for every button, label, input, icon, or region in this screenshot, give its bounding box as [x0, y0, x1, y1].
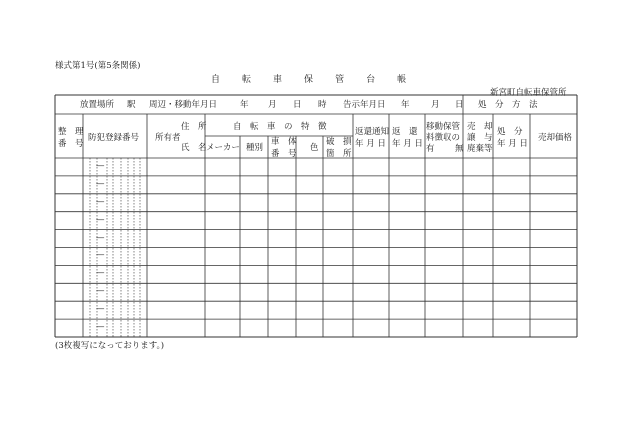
title-char: 転: [242, 75, 252, 85]
crime-registration-header: 防犯登録番号: [88, 133, 140, 143]
bicycle-features-header: 自 転 車 の 特 徴: [233, 122, 327, 132]
color-header: 色: [310, 143, 319, 153]
registration-dash: —: [96, 268, 105, 279]
fee-header-line2: 料徴収の: [426, 133, 461, 143]
type-header: 種別: [246, 143, 264, 153]
registration-dash: —: [96, 232, 105, 243]
owner-header: 所有者: [155, 133, 181, 143]
notice-date-label: 告示年月日: [343, 100, 386, 110]
title-char: 台: [366, 75, 376, 85]
registration-dash: —: [96, 214, 105, 225]
registration-dash: —: [96, 160, 105, 171]
maker-header: メーカー: [206, 143, 240, 153]
body-number-header-bottom: 番 号: [271, 149, 297, 159]
return-notice-header-bottom: 年 月 日: [355, 139, 386, 149]
title-char: 管: [335, 75, 345, 85]
month-label: 月: [268, 100, 277, 110]
return-header-top: 返 還: [392, 127, 418, 137]
registration-dash: —: [96, 304, 105, 315]
return-header-bottom: 年 月 日: [392, 139, 423, 149]
name-header: 氏 名: [181, 143, 207, 153]
hour-label: 時: [318, 100, 327, 110]
fee-header-no: 無: [455, 144, 464, 154]
registration-dash: —: [96, 250, 105, 261]
notice-day-label: 日: [455, 100, 464, 110]
moved-date-label: 周辺・移動年月日: [149, 100, 218, 110]
fee-header-line1: 移動保管: [426, 122, 461, 132]
registration-dash: —: [96, 286, 105, 297]
damage-header-bottom: 箇 所: [326, 149, 352, 159]
disposal-method-label: 処 分 方 法: [478, 100, 538, 110]
sale-header-line3: 廃棄等: [467, 144, 493, 154]
title-char: 保: [304, 75, 314, 85]
sale-header-line1: 売 却: [467, 122, 493, 132]
address-header: 住 所: [181, 122, 207, 132]
dispose-date-header-bottom: 年 月 日: [497, 139, 528, 149]
title-char: 帳: [397, 75, 407, 85]
notice-month-label: 月: [431, 100, 440, 110]
body-number-header-top: 車 体: [271, 137, 297, 147]
title-char: 自: [211, 75, 221, 85]
damage-header-top: 破 損: [326, 137, 352, 147]
station-label: 駅: [127, 100, 136, 110]
registration-dash: —: [96, 196, 105, 207]
return-notice-header-top: 返還通知: [355, 127, 390, 137]
dispose-date-header-top: 処 分: [497, 127, 523, 137]
footer-note: (3枚複写になっております。): [55, 341, 165, 351]
notice-year-label: 年: [401, 100, 410, 110]
form-number: 様式第1号(第5条関係): [55, 61, 141, 71]
registration-dash: —: [96, 322, 105, 333]
office-name: 新宮町自転車保管所: [490, 88, 567, 98]
fee-header-yes: 有: [426, 144, 435, 154]
location-label: 放置場所: [80, 100, 115, 110]
sale-price-header: 売却価格: [538, 133, 573, 143]
sale-header-line2: 譲 与: [467, 133, 493, 143]
title-char: 車: [273, 75, 283, 85]
year-label: 年: [240, 100, 249, 110]
day-label: 日: [293, 100, 302, 110]
seq-number-header-top: 整 理: [58, 127, 84, 137]
registration-dash: —: [96, 178, 105, 189]
seq-number-header-bottom: 番 号: [58, 139, 84, 149]
